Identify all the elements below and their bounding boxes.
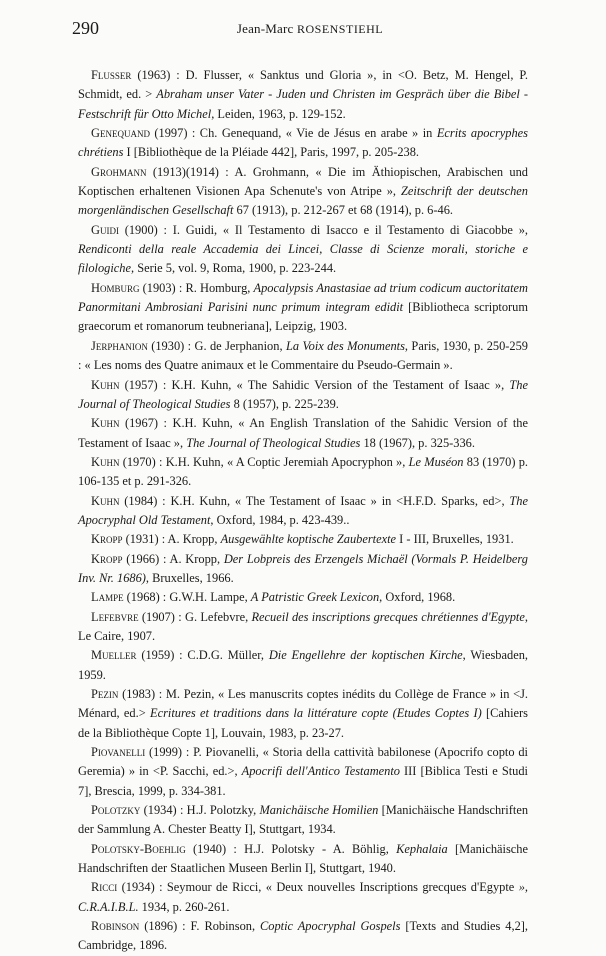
bibliography-entry (78, 801, 528, 840)
entry-author: Grohmann (91, 164, 147, 179)
entry-text: Serie 5, vol. 9, Roma, 1900, p. 223-244. (134, 261, 337, 276)
entry-title: La Voix des Monuments (285, 338, 405, 353)
entry-text: (1999) : P. Piovanelli, « Storia della cattività babilonese (Apocrifo copto di Geremia) » in <P. Sacchi, ed.>, (78, 745, 528, 779)
bibliography-entry (78, 840, 528, 879)
entry-author: Robinson (91, 919, 140, 934)
bibliography-entry (78, 337, 528, 376)
entry-text: 1934, p. 260-261. (138, 899, 230, 914)
bibliography-list (78, 66, 528, 956)
entry-title: », C.R.A.I.B.L. (78, 880, 528, 914)
entry-text: (1913)(1914) : A. Grohmann, « Die im Äthiopischen, Arabischen und Koptischen erhaltenen Visionen Apa Schenute's von Atripe », (78, 164, 528, 199)
entry-text: [Manichäische Handschriften der Staatlichen Museen Berlin I], Stuttgart, 1940. (78, 841, 528, 876)
entry-text: (1963) : D. Flusser, « Sanktus und Gloria », in <O. Betz, M. Hengel, P. Schmidt, ed. > (78, 68, 528, 102)
entry-text: , Bruxelles, 1966. (145, 570, 234, 585)
bibliography-entry (78, 492, 528, 531)
entry-text: , Leiden, 1963, p. 129-152. (211, 106, 346, 121)
entry-title: Ecrits apocryphes chrétiens (78, 126, 528, 160)
entry-text: 18 (1967), p. 325-336. (360, 435, 475, 450)
bibliography-entry (78, 221, 528, 279)
entry-text: 67 (1913), p. 212-267 et 68 (1914), p. 6-46. (233, 203, 453, 218)
entry-title: A Patristic Greek Lexicon (250, 590, 380, 605)
running-head-first-name: Jean-Marc (236, 21, 297, 36)
entry-text: (1900) : I. Guidi, « Il Testamento di Isacco e il Testamento di Giacobbe », (118, 222, 528, 237)
entry-text: (1934) : Seymour de Ricci, « Deux nouvelles Inscriptions grecques d'Egypte (117, 880, 519, 895)
entry-title: Rendiconti della reale Accademia dei Lincei, Classe di Scienze morali, storiche e filologiche, (78, 242, 528, 276)
bibliography-entry (78, 878, 528, 917)
entry-author: Kuhn (91, 454, 120, 469)
bibliography-entry (78, 453, 528, 492)
entry-text: (1940) : H.J. Polotsky - A. Böhlig, (185, 841, 397, 856)
entry-text: [Manichäische Handschriften der Sammlung A. Chester Beatty I], Stuttgart, 1934. (78, 803, 529, 837)
entry-text: , Oxford, 1968. (379, 590, 456, 605)
entry-text: (1997) : Ch. Genequand, « Vie de Jésus en arabe » in (149, 126, 437, 141)
entry-text: I - III, Bruxelles, 1931. (396, 532, 514, 547)
entry-title: Abraham unser Vater - Juden und Christen im Gespräch über die Bibel - Festschrift für Otto Michel (78, 87, 528, 121)
entry-text: (1903) : R. Homburg, (139, 280, 254, 295)
bibliography-entry (78, 550, 528, 589)
entry-title: Der Lobpreis des Erzengels Michaël (Vormals P. Heidelberg Inv. Nr. 1686) (78, 551, 528, 585)
entry-title: The Journal of Theological Studies (186, 435, 361, 450)
bibliography-entry (78, 608, 528, 647)
entry-text: (1930) : G. de Jerphanion, (147, 338, 286, 353)
entry-author: Homburg (91, 280, 140, 295)
bibliography-entry (78, 66, 528, 124)
entry-text: 8 (1957), p. 225-239. (230, 396, 339, 411)
entry-author: Kuhn (91, 416, 120, 431)
entry-text: [Texts and Studies 4,2], Cambridge, 1896. (78, 919, 528, 953)
entry-title: The Journal of Theological Studies (78, 377, 528, 411)
entry-title: Zeitschrift der deutschen morgenländischen Gesellschaft (78, 184, 528, 218)
entry-text: (1959) : C.D.G. Müller, (136, 648, 269, 663)
bibliography-entry (78, 414, 528, 453)
entry-title: Apocrifi dell'Antico Testamento (241, 764, 400, 779)
bibliography-entry (78, 646, 528, 685)
bibliography-entry (78, 279, 528, 337)
entry-text: (1934) : H.J. Polotzky, (140, 803, 260, 818)
entry-author: Kuhn (91, 493, 120, 508)
bibliography-entry (78, 124, 528, 163)
entry-text: I [Bibliothèque de la Pléiade 442], Paris, 1997, p. 205-238. (123, 145, 420, 160)
entry-text: , Paris, 1930, p. 250-259 : « Les noms des Quatre animaux et le Commentaire du Pseudo-Germain ». (78, 338, 528, 373)
page-header (72, 18, 548, 38)
entry-text: (1957) : K.H. Kuhn, « The Sahidic Version of the Testament of Isaac », (119, 377, 510, 392)
entry-author: Kropp (91, 551, 123, 566)
bibliography-entry (78, 743, 528, 801)
entry-author: Mueller (91, 648, 137, 663)
entry-text: (1968) : G.W.H. Lampe, (123, 590, 251, 605)
entry-text: , Wiesbaden, 1959. (78, 648, 528, 682)
entry-author: Kropp (91, 532, 123, 547)
entry-author: Pezin (91, 687, 119, 701)
entry-author: Piovanelli (91, 745, 146, 760)
page-number: 290 (72, 18, 99, 38)
entry-text: (1896) : F. Robinson, (139, 919, 260, 934)
entry-text: , Le Caire, 1907. (78, 609, 528, 643)
bibliography-entry (78, 163, 528, 221)
entry-text: (1983) : M. Pezin, « Les manuscrits coptes inédits du Collège de France » in <J. Ménard, ed.> (78, 687, 528, 721)
entry-author: Guidi (91, 222, 119, 237)
entry-text: (1970) : K.H. Kuhn, « A Coptic Jeremiah Apocryphon », (119, 454, 409, 469)
entry-text: (1931) : A. Kropp, (122, 532, 221, 547)
entry-text: 83 (1970) p. 106-135 et p. 291-326. (78, 454, 528, 489)
entry-title: Ausgewählte koptische Zaubertexte (220, 532, 397, 547)
entry-author: Lampe (91, 590, 124, 605)
entry-title: Manichäische Homilien (259, 803, 379, 818)
entry-author: Ricci (91, 880, 118, 895)
entry-author: Flusser (91, 68, 132, 82)
entry-author: Lefebvre (91, 609, 139, 624)
entry-text: (1966) : A. Kropp, (122, 551, 224, 566)
bibliography-entry (78, 588, 528, 607)
entry-title: Le Muséon (408, 454, 464, 469)
entry-author: Genequand (91, 126, 150, 141)
entry-title: Coptic Apocryphal Gospels (260, 919, 401, 934)
entry-title: The Apocryphal Old Testament (78, 493, 528, 527)
bibliography-entry (78, 685, 528, 743)
entry-text: (1967) : K.H. Kuhn, « An English Translation of the Sahidic Version of the Testament of Isaac », (78, 416, 528, 450)
bibliography-entry (78, 530, 528, 549)
entry-text: [Bibliotheca scriptorum graecorum et romanorum teubneriana], Leipzig, 1903. (78, 300, 528, 334)
running-head (72, 21, 548, 37)
entry-text: (1907) : G. Lefebvre, (138, 609, 252, 624)
entry-text: (1984) : K.H. Kuhn, « The Testament of Isaac » in <H.F.D. Sparks, ed>, (119, 493, 510, 508)
entry-text: , Oxford, 1984, p. 423-439.. (210, 512, 350, 527)
entry-title: Kephalaia (396, 841, 448, 856)
entry-title: Recueil des inscriptions grecques chrétiennes d'Egypte (251, 609, 525, 624)
entry-author: Polotsky-Boehlig (91, 841, 186, 856)
entry-author: Kuhn (91, 377, 120, 392)
entry-title: Apocalypsis Anastasiae ad trium codicum auctoritatem Panormitani Ambrosiani Parisini nunc primum integram edidit (78, 280, 528, 315)
bibliography-entry (78, 917, 528, 956)
running-head-surname: ROSENSTIEHL (296, 22, 384, 36)
entry-title: Die Engellehre der koptischen Kirche (268, 648, 463, 663)
entry-author: Polotzky (91, 803, 141, 818)
bibliography-entry (78, 376, 528, 415)
entry-author: Jerphanion (91, 338, 148, 353)
entry-text: III [Biblica Testi e Studi 7], Brescia, 1999, p. 334-381. (78, 764, 528, 798)
entry-text: [Cahiers de la Bibliothèque Copte 1], Louvain, 1983, p. 23-27. (78, 706, 528, 740)
entry-title: Ecritures et traditions dans la littérature copte (Etudes Coptes I) (150, 706, 482, 721)
